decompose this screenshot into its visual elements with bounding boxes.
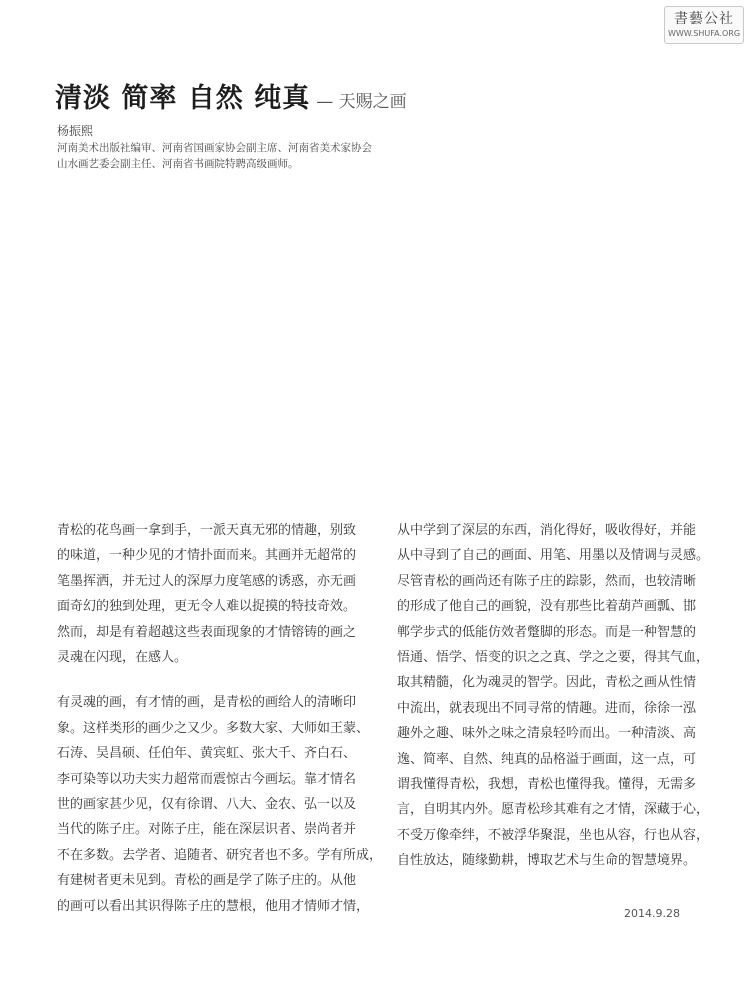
text-line: 自性放达，随缘勤耕，博取艺术与生命的智慧境界。 [397,853,697,869]
text-line: 逸、简率、自然、纯真的品格溢于画面，这一点，可 [397,751,697,767]
text-line: 不在多数。去学者、追随者、研究者也不多。学有所成， [57,847,383,863]
text-line: 当代的陈子庄。对陈子庄，能在深层识者、崇尚者并 [57,822,357,838]
article-title-main: 清淡 简率 自然 纯真 [55,83,311,114]
watermark-logo-text: 書藝公社 [674,11,734,27]
text-line: 然而，却是有着超越这些表面现象的才情镕铸的画之 [57,624,357,640]
author-bio [57,140,437,172]
article-right-column [397,518,717,894]
text-line: 灵魂在闪现，在感人。 [57,650,188,666]
text-line: 悟通、悟学、悟变的识之之真、学之之要，得其气血， [397,650,710,666]
text-line: 中流出，就表现出不同寻常的情趣。进而，徐徐一泓 [397,700,697,716]
author-name: 杨振熙 [57,124,94,138]
text-line: 尽管青松的画尚还有陈子庄的踪影，然而，也较清晰 [397,573,697,589]
text-line: 有灵魂的画，有才情的画，是青松的画给人的清晰印 [57,695,357,711]
article-paragraph [57,518,362,670]
text-line: 从中寻到了自己的画面、用笔、用墨以及情调与灵感。 [397,548,710,564]
text-line: 郸学步式的低能仿效者蹩脚的形态。而是一种智慧的 [397,624,697,640]
text-line: 青松的花鸟画一拿到手，一派天真无邪的情趣，别致 [57,523,357,538]
text-line: 世的画家甚少见，仅有徐谓、八大、金农、弘一以及 [57,797,357,813]
article-paragraph [57,690,383,919]
text-line: 有建树者更未见到。青松的画是学了陈子庄的。从他 [57,873,357,889]
article-title [55,82,407,119]
author-bio-line: 河南美术出版社编审、河南省国画家协会副主席、河南省美术家协会 [57,142,372,154]
text-line: 的形成了他自己的画貌，没有那些比着葫芦画瓢、邯 [397,599,697,615]
text-line: 的味道，一种少见的才情扑面而来。其画并无超常的 [57,548,357,564]
text-line: 谓我懂得青松，我想，青松也懂得我。懂得，无需多 [397,777,697,793]
text-line: 象。这样类形的画少之又少。多数大家、大师如王蒙、 [57,720,370,736]
watermark-url: WWW.SHUFA.ORG [667,29,741,38]
text-line: 不受万像牵绊，不被浮华聚混，坐也从容，行也从容， [397,827,710,843]
text-line: 面奇幻的独到处理，更无令人难以捉摸的特技奇效。 [57,599,357,615]
article-date: 2014.9.28 [624,907,680,920]
text-line: 趣外之趣、味外之味之清泉轻吟而出。一种清淡、高 [397,726,697,742]
article-paragraph [397,518,717,874]
text-line: 笔墨挥洒，并无过人的深厚力度笔感的诱惑，亦无画 [57,573,357,589]
text-line: 言，自明其内外。愿青松珍其难有之才情，深藏于心， [397,802,710,818]
text-line: 从中学到了深层的东西，消化得好，吸收得好，并能 [397,523,697,538]
shufa-watermark-logo [664,6,744,44]
text-line: 石涛、吴昌硕、任伯年、黄宾虹、张大千、齐白石、 [57,746,357,762]
article-left-column [57,518,383,939]
author-bio-line: 山水画艺委会副主任、河南省书画院特聘高级画师。 [57,158,299,170]
text-line: 取其精髓，化为魂灵的智学。因此，青松之画从性情 [397,675,697,691]
text-line: 李可染等以功夫实力超常而震惊古今画坛。靠才情名 [57,771,357,787]
article-subtitle: — 天赐之画 [316,92,407,112]
text-line: 的画可以看出其识得陈子庄的慧根，他用才情师才情， [57,898,370,914]
